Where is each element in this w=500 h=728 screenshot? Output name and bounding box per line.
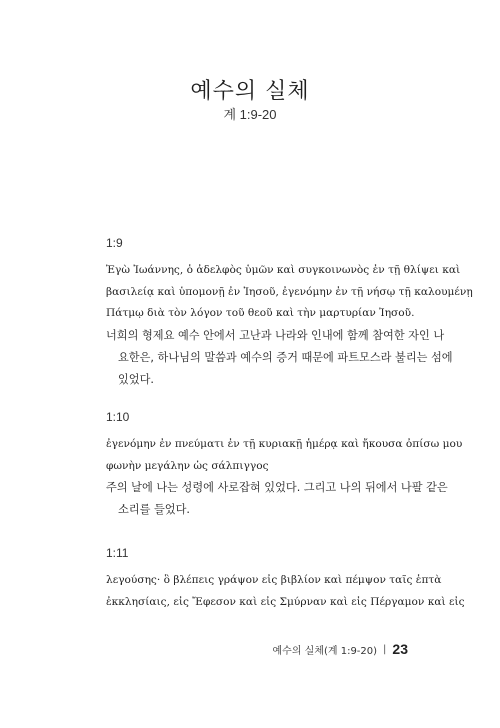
verse-block-1-10: [106, 410, 463, 521]
running-title: 예수의 실체(계 1:9-20): [272, 645, 378, 657]
verse-number: 1:11: [106, 546, 129, 560]
page-footer: [273, 641, 409, 657]
greek-line: φωνὴν μεγάλην ὡς σάλπιγγος: [106, 459, 269, 472]
korean-translation: [106, 477, 448, 521]
korean-translation: [106, 325, 453, 391]
greek-text: [106, 434, 463, 477]
verse-block-1-9: [106, 236, 473, 391]
verse-block-1-11: [106, 546, 465, 613]
greek-line: λεγούσης· ὃ βλέπεις γράψον εἰς βιβλίον καὶ πέμψον ταῖς ἑπτὰ: [106, 574, 442, 586]
greek-line: Ἐγὼ Ἰωάννης, ὁ ἀδελφὸς ὑμῶν καὶ συγκοινωνὸς ἐν τῇ θλίψει καὶ: [106, 264, 461, 276]
greek-line: ἐκκλησίαις, εἰς Ἔφεσον καὶ εἰς Σμύρναν καὶ εἰς Πέργαμον καὶ εἰς: [106, 595, 465, 608]
verse-number: 1:10: [106, 410, 130, 424]
korean-line: 너희의 형제요 예수 안에서 고난과 나라와 인내에 함께 참여한 자인 나: [106, 328, 445, 342]
page-subtitle-reference: 계 1:9-20: [223, 107, 277, 122]
footer-separator: |: [383, 643, 387, 655]
greek-text: [106, 260, 473, 325]
greek-line: βασιλείᾳ καὶ ὑπομονῇ ἐν Ἰησοῦ, ἐγενόμην ἐν τῇ νήσῳ τῇ καλουμένῃ: [106, 285, 473, 298]
korean-line: 요한은, 하나님의 말씀과 예수의 증거 때문에 파트모스라 불리는 섬에: [118, 350, 453, 364]
greek-text: [106, 570, 465, 613]
greek-line: ἐγενόμην ἐν πνεύματι ἐν τῇ κυριακῇ ἡμέρᾳ καὶ ἤκουσα ὀπίσω μου: [106, 438, 463, 450]
verse-number: 1:9: [106, 236, 123, 250]
page-number: 23: [392, 641, 408, 657]
korean-line: 주의 날에 나는 성령에 사로잡혀 있었다. 그리고 나의 뒤에서 나팔 같은: [106, 481, 448, 494]
greek-line: Πάτμῳ διὰ τὸν λόγον τοῦ θεοῦ καὶ τὴν μαρτυρίαν Ἰησοῦ.: [106, 307, 415, 319]
page-title: 예수의 실체: [190, 79, 310, 104]
korean-line: 소리를 들었다.: [118, 503, 190, 516]
korean-line: 있었다.: [118, 372, 154, 386]
